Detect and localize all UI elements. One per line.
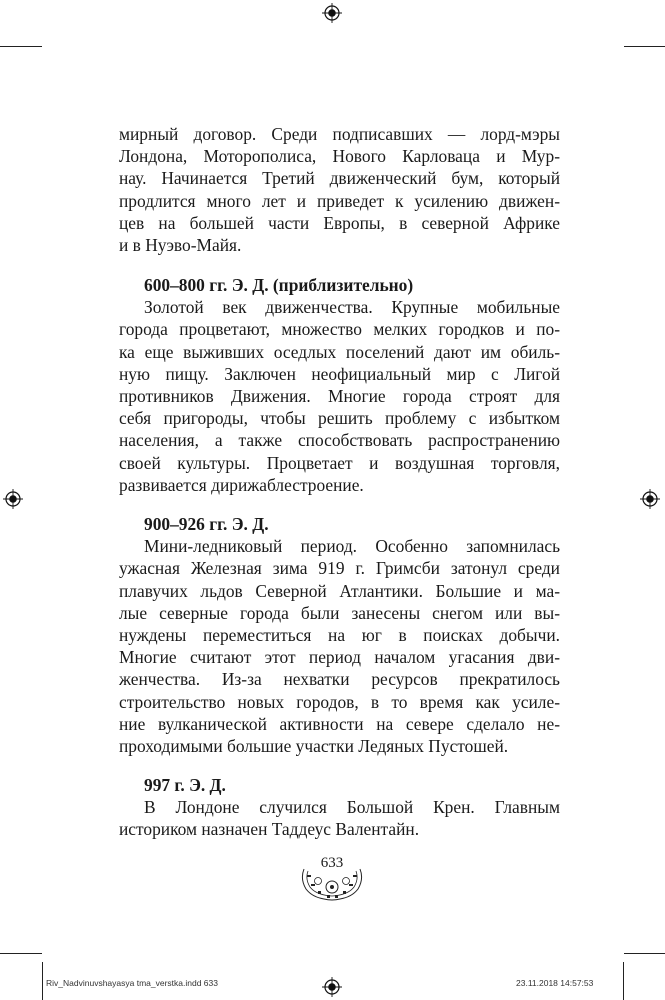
section-600-800 [119, 274, 560, 496]
crop-mark [0, 46, 42, 47]
section-900-926 [119, 513, 560, 757]
registration-mark-icon [322, 977, 342, 997]
text-line: ние вулканической активности на севере сделало не- [119, 713, 560, 734]
crop-mark [624, 46, 665, 47]
registration-mark-icon [640, 489, 660, 509]
section-heading: 997 г. Э. Д. [144, 775, 226, 795]
text-line: ную пищу. Заключен неофициальный мир с Лигой [119, 363, 560, 384]
text-line: женчества. Из-за нехватки ресурсов прекратилось [119, 669, 560, 690]
text-line: проходимыми большие участки Ледяных Пустошей. [119, 736, 509, 757]
slug-timestamp: 23.11.2018 14:57:53 [516, 978, 594, 988]
crop-mark [42, 962, 43, 1000]
section-heading: 900–926 гг. Э. Д. [144, 514, 269, 534]
text-line: противников Движения. Многие города строят для [119, 386, 560, 407]
paragraph-intro [119, 123, 560, 256]
text-line: Лондона, Моторополиса, Нового Карловаца и Мур- [119, 146, 560, 167]
text-line: мирный договор. Среди подписавших — лорд-мэры [119, 124, 560, 144]
page-number: 633 [320, 855, 344, 871]
text-line: Мини-ледниковый период. Особенно запомнилась [144, 536, 560, 557]
text-line: и в Нуэво-Майя. [119, 235, 242, 256]
text-line: ка еще выживших оседлых поселений дают им обиль- [119, 341, 560, 362]
text-line: развивается дирижаблестроение. [119, 474, 364, 495]
text-line: Золотой век движенчества. Крупные мобильные [144, 297, 560, 318]
text-line: историком назначен Таддеус Валентайн. [119, 819, 420, 840]
gear-ornament-icon [298, 865, 366, 903]
text-line: города процветают, множество мелких городков и по- [119, 319, 560, 340]
text-line: населения, а также способствовать распространению [119, 430, 560, 451]
section-heading: 600–800 гг. Э. Д. (приблизительно) [144, 275, 414, 295]
slug-file-name: Riv_Nadvinuvshayasya tma_verstka.indd 633 [46, 978, 218, 988]
text-line: Многие считают этот период началом угасания дви- [119, 647, 560, 668]
text-line: себя пригороды, чтобы решить проблему с избытком [119, 408, 560, 429]
crop-mark [624, 953, 665, 954]
text-line: продлится много лет и приведет к усилению движен- [119, 190, 560, 211]
text-line: строительство новых городов, в то время как усиле- [119, 691, 560, 712]
text-line: нуждены переместиться на юг в поисках добычи. [119, 625, 560, 646]
text-line: ужасная Железная зима 919 г. Гримсби затонул среди [119, 558, 560, 579]
text-line: нау. Начинается Третий движенческий бум, который [119, 168, 560, 189]
registration-mark-icon [3, 489, 23, 509]
text-line: цев на большей части Европы, в северной Африке [119, 212, 560, 233]
crop-mark [0, 953, 42, 954]
text-line: лые северные города были занесены снегом или вы- [119, 602, 560, 623]
crop-mark [623, 962, 624, 1000]
registration-mark-icon [322, 3, 342, 23]
text-line: В Лондоне случился Большой Крен. Главным [144, 797, 560, 818]
text-line: плавучих льдов Северной Атлантики. Большие и ма- [119, 580, 560, 601]
section-997 [119, 774, 560, 841]
text-line: своей культуры. Процветает и воздушная торговля, [119, 452, 560, 473]
